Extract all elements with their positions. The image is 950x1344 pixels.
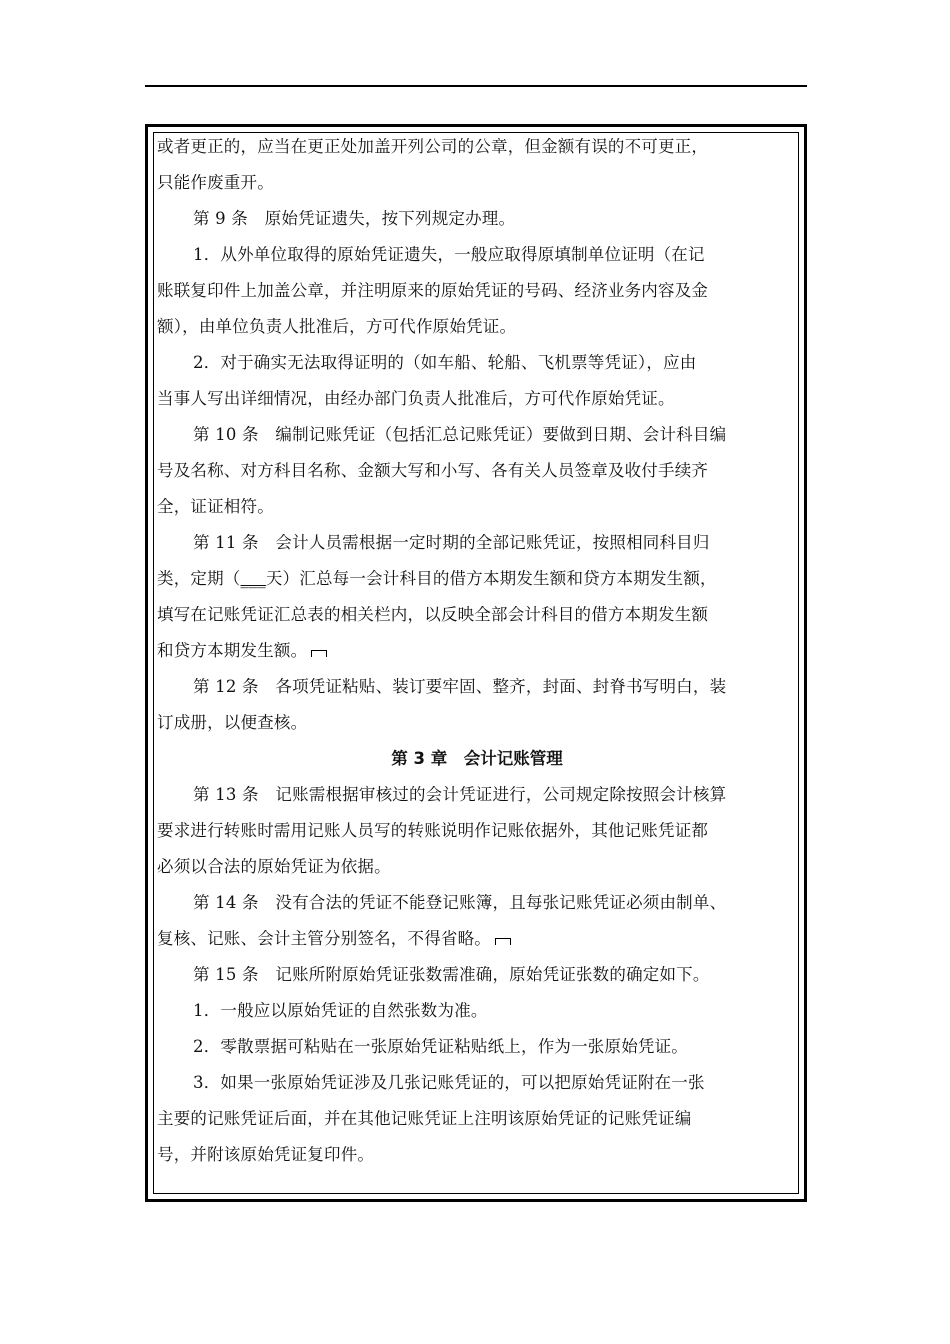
text-line: 主要的记账凭证后面，并在其他记账凭证上注明该原始凭证的记账凭证编: [157, 1109, 692, 1128]
text-line: [157, 561, 797, 597]
text-line: 2．零散票据可粘贴在一张原始凭证粘贴纸上，作为一张原始凭证。: [193, 1037, 688, 1056]
text-line: [157, 633, 797, 669]
chapter-heading: 第 3 章 会计记账管理: [391, 749, 563, 768]
text-line: 号及名称、对方科目名称、金额大写和小写、各有关人员签章及收付手续齐: [157, 461, 709, 480]
article-13: 第 13 条 记账需根据审核过的会计凭证进行，公司规定除按照会计核算: [193, 785, 727, 804]
text-line: [157, 921, 797, 957]
text-line: 当事人写出详细情况，由经办部门负责人批准后，方可代作原始凭证。: [157, 389, 675, 408]
article-12: 第 12 条 各项凭证粘贴、装订要牢固、整齐，封面、封脊书写明白，装: [193, 677, 727, 696]
text-segment: 天）汇总每一会计科目的借方本期发生额和贷方本期发生额，: [265, 569, 717, 588]
text-line: 3．如果一张原始凭证涉及几张记账凭证的，可以把原始凭证附在一张: [193, 1073, 705, 1092]
article-15: 第 15 条 记账所附原始凭证张数需准确，原始凭证张数的确定如下。: [193, 965, 710, 984]
paragraph-mark-icon: [495, 938, 511, 945]
text-segment: 和贷方本期发生额。: [157, 641, 308, 660]
text-line: 账联复印件上加盖公章，并注明原来的原始凭证的号码、经济业务内容及金: [157, 281, 709, 300]
text-line: 2．对于确实无法取得证明的（如车船、轮船、飞机票等凭证），应由: [193, 353, 697, 372]
article-14: 第 14 条 没有合法的凭证不能登记账簿，且每张记账凭证必须由制单、: [193, 893, 727, 912]
text-line: 订成册，以便查核。: [157, 713, 308, 732]
text-segment: 类，定期（: [157, 569, 241, 588]
paragraph-mark-icon: [311, 650, 327, 657]
text-line: 必须以合法的原始凭证为依据。: [157, 857, 391, 876]
text-line: 只能作废重开。: [157, 173, 274, 192]
article-11: 第 11 条 会计人员需根据一定时期的全部记账凭证，按照相同科目归: [193, 533, 710, 552]
text-line: 或者更正的，应当在更正处加盖开列公司的公章，但金额有误的不可更正，: [157, 137, 709, 156]
text-line: 全，证证相符。: [157, 497, 274, 516]
text-line: 1．从外单位取得的原始凭证遗失，一般应取得原填制单位证明（在记: [193, 245, 705, 264]
text-line: 额），由单位负责人批准后，方可代作原始凭证。: [157, 317, 517, 336]
text-line: 1．一般应以原始凭证的自然张数为准。: [193, 1001, 488, 1020]
text-line: 填写在记账凭证汇总表的相关栏内，以反映全部会计科目的借方本期发生额: [157, 605, 709, 624]
article-10: 第 10 条 编制记账凭证（包括汇总记账凭证）要做到日期、会计科目编: [193, 425, 727, 444]
header-rule: [145, 85, 807, 87]
document-body: [157, 129, 797, 1173]
fill-in-blank: ___: [240, 569, 266, 588]
text-line: 要求进行转账时需用记账人员写的转账说明作记账依据外，其他记账凭证都: [157, 821, 709, 840]
article-9: 第 9 条 原始凭证遗失，按下列规定办理。: [193, 209, 516, 228]
text-segment: 复核、记账、会计主管分别签名，不得省略。: [157, 929, 491, 948]
text-line: 号，并附该原始凭证复印件。: [157, 1145, 375, 1164]
